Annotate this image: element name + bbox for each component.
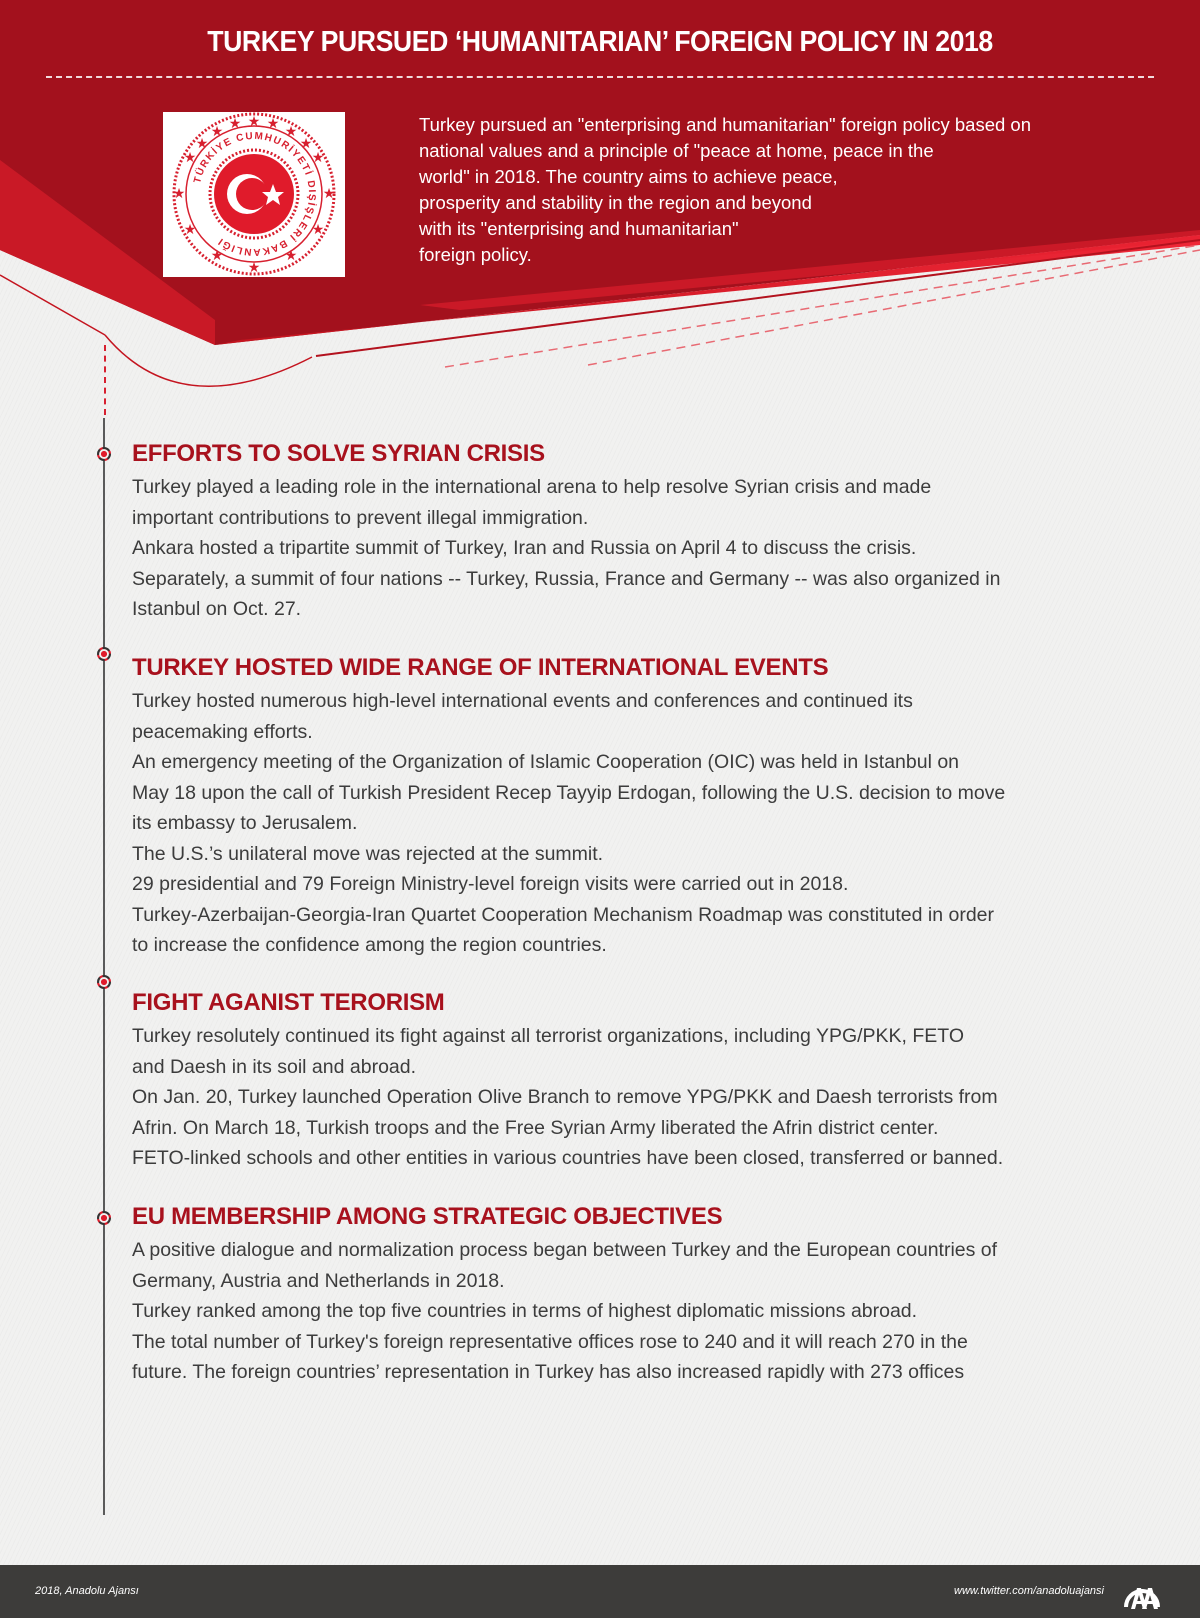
section-line: Istanbul on Oct. 27. [132, 598, 302, 620]
section-line: On Jan. 20, Turkey launched Operation Olive Branch to remove YPG/PKK and Daesh terrorists from [132, 1086, 998, 1108]
section-line: important contributions to prevent illegal immigration. [132, 506, 589, 529]
intro-line: foreign policy. [419, 244, 532, 265]
section-syrian-crisis [132, 440, 1132, 625]
timeline-marker-icon [97, 1211, 111, 1225]
svg-text:★: ★ [210, 248, 224, 264]
section-eu-membership [132, 1203, 1132, 1388]
section-line: future. The foreign countries’ representation in Turkey has also increased rapidly with 273 offices [132, 1361, 965, 1383]
section-line: An emergency meeting of the Organization of Islamic Cooperation (OIC) was held in Istanbul on [132, 751, 960, 773]
section-terrorism [132, 989, 1132, 1174]
footer [0, 1565, 1200, 1618]
section-line: Afrin. On March 18, Turkish troops and the Free Syrian Army liberated the Afrin district center. [132, 1116, 939, 1139]
section-body [132, 1021, 1132, 1174]
section-body [132, 1235, 1132, 1388]
section-line: Germany, Austria and Netherlands in 2018. [132, 1269, 505, 1292]
intro-paragraph [419, 112, 1139, 268]
section-line: and Daesh in its soil and abroad. [132, 1055, 417, 1078]
section-line: The U.S.’s unilateral move was rejected at the summit. [132, 842, 604, 865]
section-line: Turkey-Azerbaijan-Georgia-Iran Quartet Cooperation Mechanism Roadmap was constituted in order [132, 903, 995, 926]
footer-social-link[interactable]: www.twitter.com/anadoluajansi [954, 1585, 1104, 1597]
section-line: Turkey played a leading role in the international arena to help resolve Syrian crisis and made [132, 476, 932, 498]
section-line: The total number of Turkey's foreign representative offices rose to 240 and it will reach 270 in the [132, 1330, 968, 1353]
intro-line: prosperity and stability in the region and beyond [419, 192, 812, 213]
timeline-marker-icon [97, 975, 111, 989]
intro-line: with its "enterprising and humanitarian" [419, 218, 739, 239]
svg-text:★: ★ [195, 136, 209, 152]
svg-text:★: ★ [183, 222, 197, 238]
section-line: Separately, a summit of four nations -- Turkey, Russia, France and Germany -- was also organized in [132, 567, 1001, 590]
section-body [132, 686, 1132, 961]
section-line: Turkey resolutely continued its fight against all terrorist organizations, including YPG/PKK, FETO [132, 1025, 965, 1047]
intro-line: world" in 2018. The country aims to achieve peace, [419, 166, 838, 187]
svg-text:★: ★ [210, 124, 224, 140]
page-title: TURKEY PURSUED ‘HUMANITARIAN’ FOREIGN POLICY IN 2018 [207, 26, 993, 58]
svg-text:★: ★ [247, 260, 261, 276]
section-line: FETO-linked schools and other entities in various countries have been closed, transferred or banned. [132, 1147, 1004, 1169]
svg-text:TÜRKİYE CUMHURİYETİ DIŞİŞLERİ: TÜRKİYE CUMHURİYETİ DIŞİŞLERİ BAKANLIĞI [192, 130, 318, 258]
section-line: peacemaking efforts. [132, 720, 313, 743]
section-line: to increase the confidence among the region countries. [132, 934, 607, 956]
svg-text:★: ★ [247, 114, 261, 130]
section-title: EFFORTS TO SOLVE SYRIAN CRISIS [132, 440, 545, 467]
timeline-marker-icon [97, 447, 111, 461]
section-line: A positive dialogue and normalization process began between Turkey and the European countries of [132, 1239, 998, 1261]
section-line: May 18 upon the call of Turkish President Recep Tayyip Erdogan, following the U.S. decision to move [132, 781, 1006, 804]
svg-text:★: ★ [228, 116, 242, 132]
svg-text:★: ★ [284, 124, 298, 140]
section-line: Turkey ranked among the top five countries in terms of highest diplomatic missions abroad. [132, 1300, 918, 1322]
section-international-events [132, 654, 1132, 961]
intro-line: national values and a principle of "peace at home, peace in the [419, 140, 934, 161]
ministry-seal-icon [163, 112, 345, 277]
svg-text:★: ★ [172, 186, 186, 202]
timeline-marker-icon [97, 647, 111, 661]
timeline-dashed-connector [104, 345, 106, 415]
section-title: EU MEMBERSHIP AMONG STRATEGIC OBJECTIVES [132, 1203, 723, 1230]
ministry-emblem [163, 112, 345, 277]
section-title: FIGHT AGANIST TERORISM [132, 989, 445, 1016]
section-body [132, 472, 1132, 625]
timeline-line [103, 418, 105, 1515]
anadolu-agency-logo-icon [1122, 1575, 1162, 1611]
svg-text:★: ★ [299, 136, 313, 152]
svg-text:★: ★ [311, 222, 325, 238]
svg-text:★: ★ [266, 116, 280, 132]
svg-text:★: ★ [311, 150, 325, 166]
section-line: Ankara hosted a tripartite summit of Turkey, Iran and Russia on April 4 to discuss the crisis. [132, 537, 917, 559]
section-line: 29 presidential and 79 Foreign Ministry-level foreign visits were carried out in 2018. [132, 873, 849, 895]
svg-text:★: ★ [322, 186, 336, 202]
section-line: its embassy to Jerusalem. [132, 812, 358, 834]
footer-copyright: 2018, Anadolu Ajansı [35, 1585, 139, 1597]
intro-line: Turkey pursued an "enterprising and humanitarian" foreign policy based on [419, 114, 1032, 135]
section-line: Turkey hosted numerous high-level international events and conferences and continued its [132, 690, 913, 712]
section-title: TURKEY HOSTED WIDE RANGE OF INTERNATIONAL EVENTS [132, 654, 829, 681]
svg-text:★: ★ [284, 248, 298, 264]
title-divider [46, 76, 1154, 78]
svg-text:★: ★ [183, 150, 197, 166]
